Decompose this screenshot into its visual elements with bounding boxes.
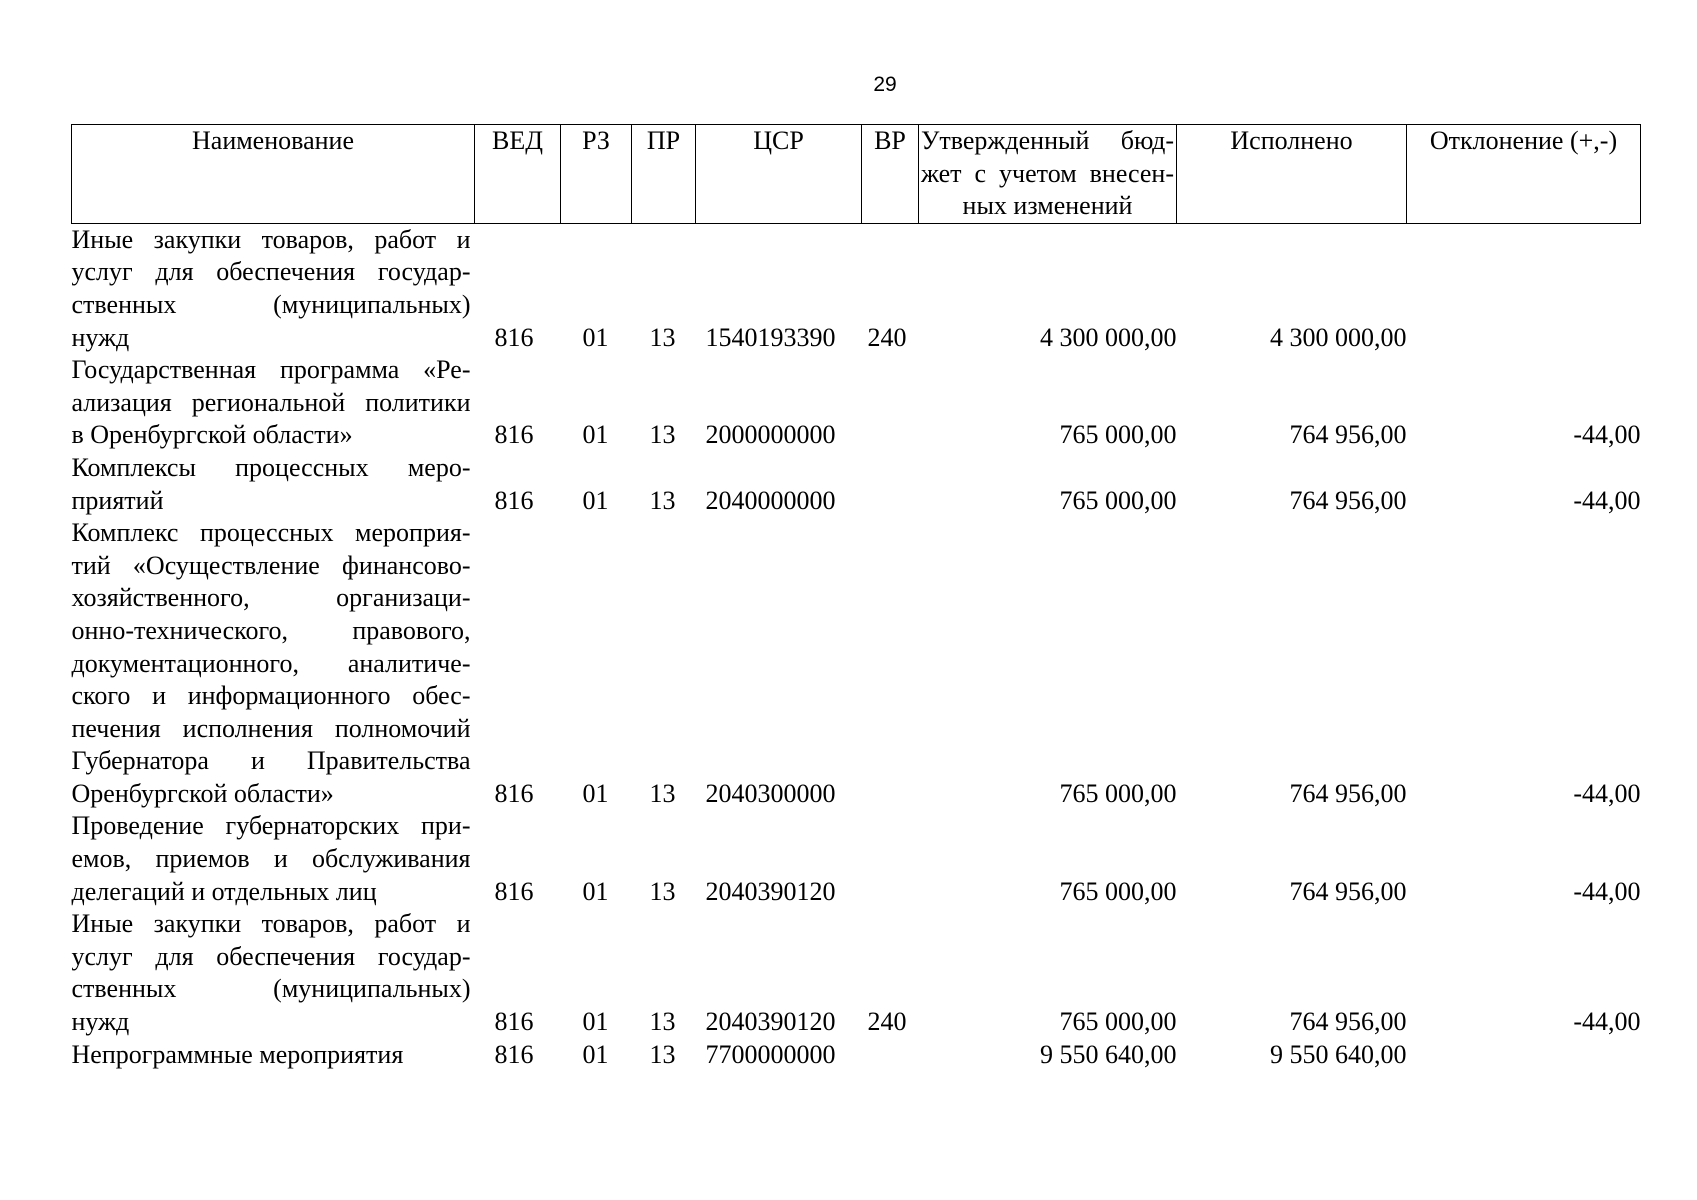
- cell-rz: 01: [582, 1039, 609, 1069]
- header-approved-budget: Утвержденный бюд-жет с учетом внесен-ных изменений: [919, 125, 1177, 224]
- cell-approved-budget: 4 300 000,00: [1040, 322, 1177, 352]
- cell-name-line: услуг для обеспечения государ-: [71, 257, 471, 287]
- cell-vr: 240: [867, 322, 907, 352]
- cell-approved-budget: 9 550 640,00: [1040, 1039, 1177, 1069]
- cell-name: [72, 452, 475, 517]
- cell-deviation: -44,00: [1573, 1007, 1641, 1037]
- cell-executed: 764 956,00: [1289, 420, 1407, 450]
- cell-rz: 01: [582, 485, 609, 515]
- cell-deviation: [1407, 1039, 1641, 1072]
- cell-name-line: Оренбургской области»: [71, 778, 334, 808]
- header-executed: Исполнено: [1177, 125, 1407, 224]
- table-row: [72, 810, 1641, 908]
- header-pr: ПР: [632, 125, 696, 224]
- header-name: Наименование: [72, 125, 475, 224]
- cell-approved-budget: 765 000,00: [1059, 778, 1177, 808]
- cell-ved: 816: [494, 1007, 534, 1037]
- budget-execution-table: [71, 124, 1641, 1071]
- table-row: [72, 354, 1641, 452]
- cell-name-line: ского и информационного обес-: [71, 681, 471, 711]
- header-deviation: Отклонение (+,-): [1407, 125, 1641, 224]
- cell-ved: 816: [494, 1039, 534, 1069]
- cell-csr: 2040000000: [705, 485, 836, 515]
- table-row: [72, 223, 1641, 354]
- cell-vr: [862, 810, 919, 908]
- cell-name-line: Проведение губернаторских при-: [71, 811, 471, 841]
- cell-deviation: [1407, 223, 1641, 354]
- cell-pr: 13: [649, 876, 676, 906]
- cell-name-line: Иные закупки товаров, работ и: [71, 224, 471, 254]
- cell-name-line: онно-технического, правового,: [71, 615, 471, 645]
- cell-csr: 2040390120: [705, 876, 836, 906]
- cell-approved-budget: 765 000,00: [1059, 420, 1177, 450]
- cell-name: [72, 354, 475, 452]
- cell-ved: 816: [494, 322, 534, 352]
- page-number: 29: [873, 73, 897, 96]
- cell-name-line: нужд: [71, 1007, 130, 1037]
- cell-rz: 01: [582, 778, 609, 808]
- cell-deviation: -44,00: [1573, 485, 1641, 515]
- cell-ved: 816: [494, 485, 534, 515]
- cell-deviation: -44,00: [1573, 876, 1641, 906]
- cell-name-line: Государственная программа «Ре-: [71, 355, 471, 385]
- cell-name-line: печения исполнения полномочий: [71, 713, 471, 743]
- cell-name: [72, 1039, 475, 1072]
- cell-approved-budget: 765 000,00: [1059, 485, 1177, 515]
- cell-name-line: Непрограммные мероприятия: [71, 1039, 404, 1069]
- cell-vr: [862, 452, 919, 517]
- header-rz: РЗ: [561, 125, 632, 224]
- cell-name-line: Губернатора и Правительства: [71, 746, 471, 776]
- header-vr: ВР: [862, 125, 919, 224]
- cell-executed: 764 956,00: [1289, 1007, 1407, 1037]
- cell-csr: 2000000000: [705, 420, 836, 450]
- cell-name-line: хозяйственного, организаци-: [71, 583, 471, 613]
- cell-deviation: -44,00: [1573, 778, 1641, 808]
- cell-name-line: емов, приемов и обслуживания: [71, 844, 471, 874]
- cell-vr: [862, 354, 919, 452]
- table-row: [72, 517, 1641, 810]
- cell-name-line: ализация региональной политики: [71, 387, 471, 417]
- header-ved: ВЕД: [475, 125, 561, 224]
- cell-csr: 2040300000: [705, 778, 836, 808]
- table-header-row: [72, 125, 1641, 224]
- table-row: [72, 908, 1641, 1038]
- cell-name: [72, 517, 475, 810]
- cell-name-line: нужд: [71, 322, 130, 352]
- cell-executed: 9 550 640,00: [1270, 1039, 1407, 1069]
- cell-rz: 01: [582, 322, 609, 352]
- cell-csr: 2040390120: [705, 1007, 836, 1037]
- cell-approved-budget: 765 000,00: [1059, 876, 1177, 906]
- cell-name: [72, 908, 475, 1038]
- cell-csr: 7700000000: [705, 1039, 836, 1069]
- cell-name-line: Комплекс процессных мероприя-: [71, 518, 471, 548]
- cell-pr: 13: [649, 1007, 676, 1037]
- cell-vr: 240: [867, 1007, 907, 1037]
- cell-pr: 13: [649, 420, 676, 450]
- cell-name: [72, 223, 475, 354]
- header-csr: ЦСР: [696, 125, 862, 224]
- cell-name: [72, 810, 475, 908]
- cell-deviation: -44,00: [1573, 420, 1641, 450]
- cell-executed: 764 956,00: [1289, 485, 1407, 515]
- cell-vr: [862, 1039, 919, 1072]
- cell-pr: 13: [649, 1039, 676, 1069]
- cell-name-line: тий «Осуществление финансово-: [71, 550, 471, 580]
- cell-name-line: в Оренбургской области»: [71, 420, 353, 450]
- cell-name-line: ственных (муниципальных): [71, 974, 471, 1004]
- cell-executed: 764 956,00: [1289, 876, 1407, 906]
- cell-name-line: Иные закупки товаров, работ и: [71, 909, 471, 939]
- cell-rz: 01: [582, 1007, 609, 1037]
- cell-name-line: ственных (муниципальных): [71, 289, 471, 319]
- cell-name-line: Комплексы процессных меро-: [71, 452, 471, 482]
- cell-ved: 816: [494, 420, 534, 450]
- cell-name-line: делегаций и отдельных лиц: [71, 876, 377, 906]
- cell-executed: 4 300 000,00: [1270, 322, 1407, 352]
- table-row: [72, 1039, 1641, 1072]
- table-row: [72, 452, 1641, 517]
- cell-name-line: услуг для обеспечения государ-: [71, 941, 471, 971]
- cell-pr: 13: [649, 322, 676, 352]
- table-body: [72, 223, 1641, 1071]
- cell-pr: 13: [649, 778, 676, 808]
- cell-name-line: приятий: [71, 485, 164, 515]
- cell-approved-budget: 765 000,00: [1059, 1007, 1177, 1037]
- cell-rz: 01: [582, 420, 609, 450]
- cell-executed: 764 956,00: [1289, 778, 1407, 808]
- cell-ved: 816: [494, 778, 534, 808]
- cell-csr: 1540193390: [705, 322, 836, 352]
- cell-vr: [862, 517, 919, 810]
- cell-name-line: документационного, аналитиче-: [71, 648, 471, 678]
- cell-pr: 13: [649, 485, 676, 515]
- cell-rz: 01: [582, 876, 609, 906]
- cell-ved: 816: [494, 876, 534, 906]
